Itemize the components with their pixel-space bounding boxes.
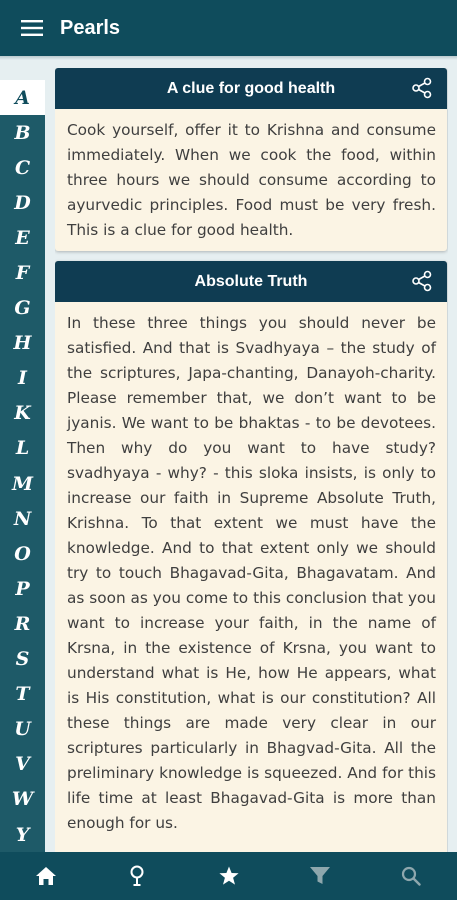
card-title: Absolute Truth xyxy=(194,272,308,290)
alphabet-letter-v[interactable]: V xyxy=(15,753,30,776)
alphabet-letter-h[interactable]: H xyxy=(13,332,32,355)
alphabet-letter-e[interactable]: E xyxy=(15,226,30,249)
alphabet-letter-l[interactable]: L xyxy=(15,437,30,460)
card-text: Cook yourself, offer it to Krishna and consume immediately. When we cook the food, within three hours we should consume according to ayurvedic principles. Food must be very fresh. This is a clue for good health. xyxy=(67,121,436,239)
nav-search-button[interactable] xyxy=(366,852,457,900)
bottom-navigation xyxy=(0,852,457,900)
alphabet-letter-g[interactable]: G xyxy=(14,297,31,320)
page-title: Pearls xyxy=(60,16,121,39)
alphabet-letter-n[interactable]: N xyxy=(13,507,32,530)
alphabet-letter-y[interactable]: Y xyxy=(15,823,30,846)
alphabet-letter-f[interactable]: F xyxy=(15,262,30,285)
alphabet-letter-k[interactable]: K xyxy=(14,402,31,425)
alphabet-index-sidebar xyxy=(0,80,45,852)
alphabet-letter-w[interactable]: W xyxy=(11,788,34,811)
alphabet-letter-r[interactable]: R xyxy=(14,612,31,635)
card-text: In these three things you should never be satisfied. And that is Svadhyaya – the study of the scriptures, Japa-chanting, Danayoh-charity. Please remember that, we don’t want to be jyanis. We want to be bhaktas - to be devotees. Then why do you want to have study? svadhyaya - why? - this sloka insists, is only to increase our faith in Supreme Absolute Truth, Krishna. To that extent we must have the knowledge. And to that extent only we should try to touch Bhagavad-Gita, Bhagavatam. And as soon as you come to this conclusion that you want to increase your faith, in the name of Krsna, in the existence of Krsna, you want to understand what is He, how He appears, what is His constitution, what is our constitution? All these things are made very clear in our scriptures particularly in Bhagvad-Gita. All the preliminary knowledge is squeezed. And for this life time at least Bhagavad-Gita is more than enough for us. xyxy=(67,314,436,832)
pearl-card xyxy=(55,261,447,852)
share-button[interactable] xyxy=(411,270,433,292)
search-icon xyxy=(401,866,421,886)
alphabet-letter-m[interactable]: M xyxy=(11,472,34,495)
card-header xyxy=(55,68,447,109)
alphabet-letter-t[interactable]: T xyxy=(15,683,30,706)
alphabet-letter-a[interactable]: A xyxy=(0,80,45,115)
app-bar xyxy=(0,0,457,56)
filter-icon xyxy=(309,866,331,886)
alphabet-letter-s[interactable]: S xyxy=(15,648,30,671)
location-pin-icon xyxy=(128,865,146,887)
share-icon xyxy=(411,270,433,292)
star-icon xyxy=(218,865,240,887)
nav-pin-button[interactable] xyxy=(91,852,182,900)
hamburger-menu-icon xyxy=(21,20,43,36)
home-icon xyxy=(35,866,57,886)
nav-filter-button[interactable] xyxy=(274,852,365,900)
nav-home-button[interactable] xyxy=(0,852,91,900)
card-title: A clue for good health xyxy=(166,79,336,97)
alphabet-letter-d[interactable]: D xyxy=(14,191,31,214)
alphabet-letter-c[interactable]: C xyxy=(14,156,31,179)
menu-button[interactable] xyxy=(0,0,64,56)
alphabet-letter-b[interactable]: B xyxy=(14,121,31,144)
pearl-card xyxy=(55,68,447,251)
alphabet-letter-i[interactable]: I xyxy=(18,367,27,390)
share-button[interactable] xyxy=(411,77,433,99)
app-bar-shadow xyxy=(0,56,457,60)
alphabet-letter-o[interactable]: O xyxy=(14,542,31,565)
card-header xyxy=(55,261,447,302)
pearls-list[interactable] xyxy=(55,68,448,852)
alphabet-letter-u[interactable]: U xyxy=(14,718,31,741)
nav-favorites-button[interactable] xyxy=(183,852,274,900)
alphabet-letter-p[interactable]: P xyxy=(15,577,30,600)
share-icon xyxy=(411,77,433,99)
